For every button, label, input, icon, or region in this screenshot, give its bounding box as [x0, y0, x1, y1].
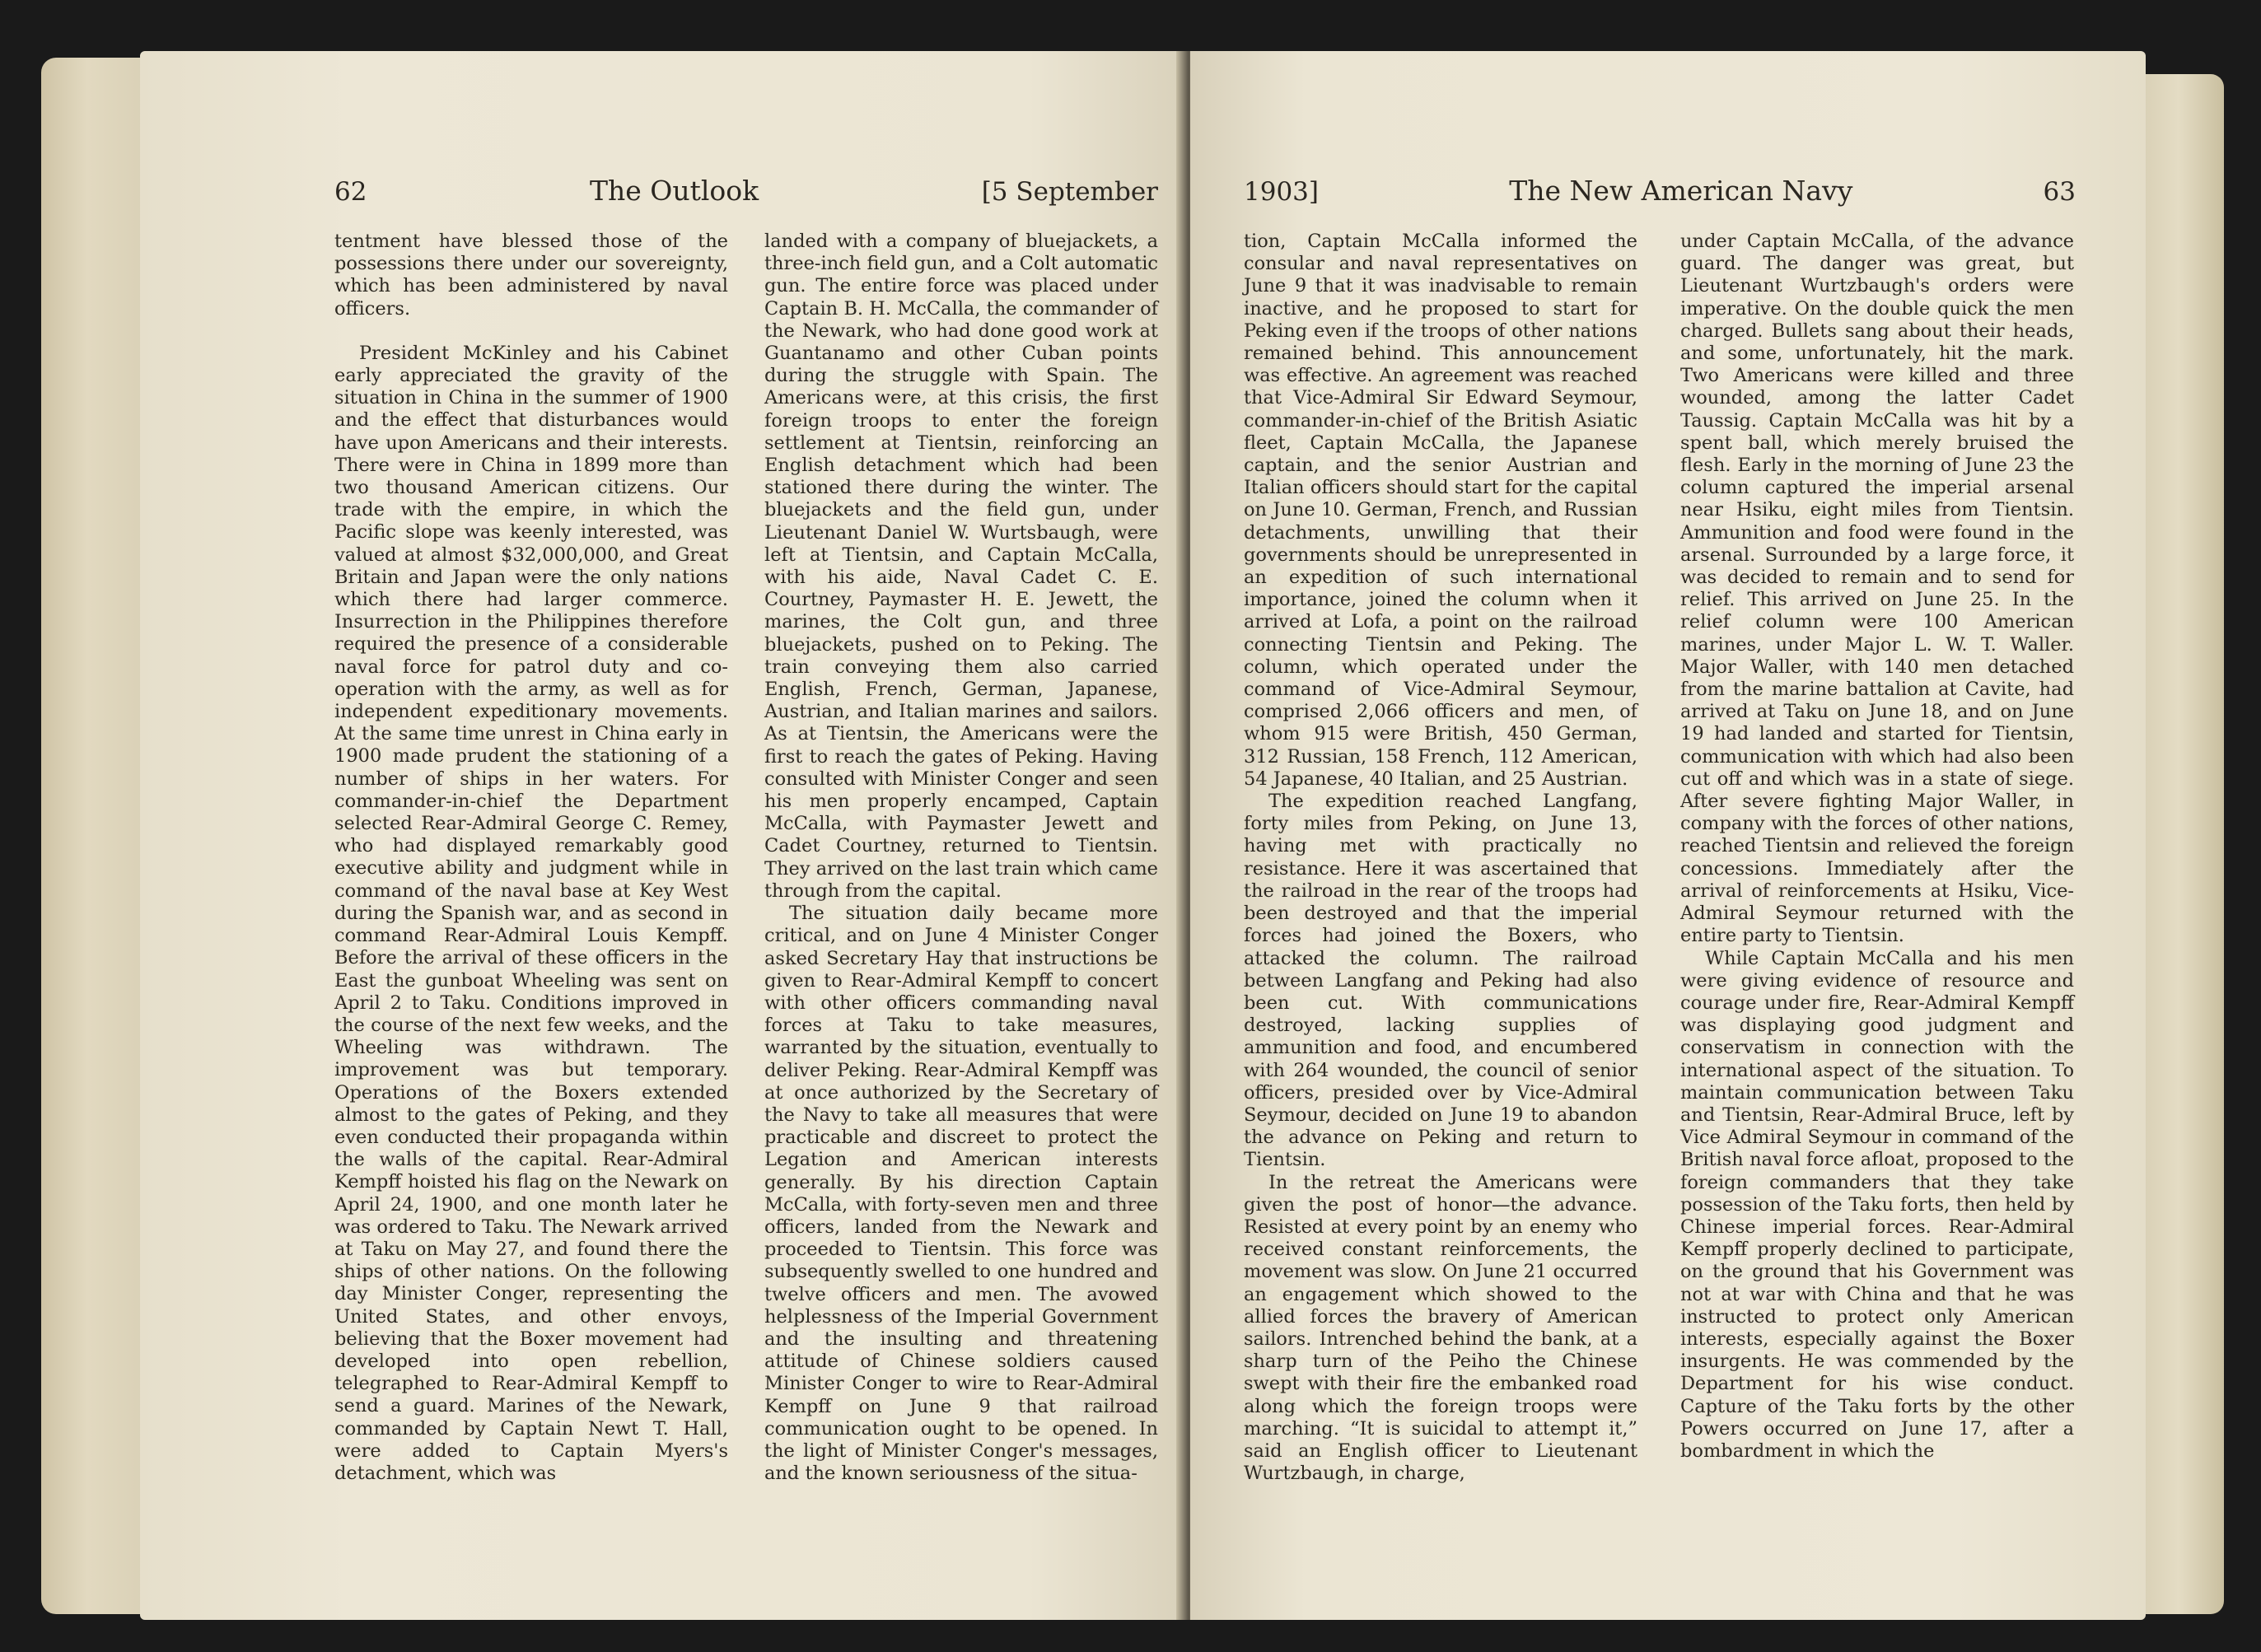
paragraph: While Captain McCalla and his men were giving evidence of resource and courage under fire, Rear-Admiral Kempff was displaying good judgment and conservatism in connection with the international aspect of the situation. To maintain communication between Taku and Tientsin, Rear-Admiral Bruce, left by Vice Admiral Seymour in command of the British naval force afloat, proposed to the foreign commanders that they take possession of the Taku forts, then held by Chinese imperial forces. Rear-Admiral Kempff properly declined to participate, on the ground that his Government was not at war with China and that he was instructed to protect only American interests, especially against the Boxer insurgents. He was commended by the Department for his wise conduct. Capture of the Taku forts by the other Powers occurred on June 17, after a bombardment in which the [1680, 947, 2074, 1462]
running-title: The Outlook [590, 175, 759, 207]
text-column-1 [334, 231, 728, 1485]
running-head-left [334, 175, 1158, 216]
running-head-right [1244, 175, 2076, 216]
page-number: 63 [2043, 177, 2076, 207]
text-column-3 [1244, 231, 1637, 1485]
paragraph: In the retreat the Americans were given the post of honor—the advance. Resisted at every point by an enemy who received constant reinforcements, the movement was slow. On June 21 occurred an engagement which showed to the allied forces the bravery of American sailors. Intrenched behind the bank, at a sharp turn of the Peiho the Chinese swept with their fire the embanked road along which the foreign troops were marching. “It is suicidal to attempt it,” said an English officer to Lieutenant Wurtzbaugh, in charge, [1244, 1171, 1637, 1485]
text-column-2 [764, 231, 1158, 1485]
paragraph: President McKinley and his Cabinet early appreciated the gravity of the situation in China in the summer of 1900 and the effect that disturbances would have upon Americans and their interests. There were in China in 1899 more than two thousand American citizens. Our trade with the empire, in which the Pacific slope was keenly interested, was valued at almost $32,000,000, and Great Britain and Japan were the only nations which there had larger commerce. Insurrection in the Philippines therefore required the presence of a considerable naval force for patrol duty and co-operation with the army, as well as for independent expeditionary movements. At the same time unrest in China early in 1900 made prudent the stationing of a number of ships in her waters. For commander-in-chief the Department selected Rear-Admiral George C. Remey, who had displayed remarkably good executive ability and judgment while in command of the naval base at Key West during the Spanish war, and as second in command Rear-Admiral Louis Kempff. Before the arrival of these officers in the East the gunboat Wheeling was sent on April 2 to Taku. Conditions improved in the course of the next few weeks, and the Wheeling was withdrawn. The improvement was but temporary. Operations of the Boxers extended almost to the gates of Peking, and they even conducted their propaganda within the walls of the capital. Rear-Admiral Kempff hoisted his flag on the Newark on April 24, 1900, and one month later he was ordered to Taku. The Newark arrived at Taku on May 27, and found there the ships of other nations. On the following day Minister Conger, representing the United States, and other envoys, believing that the Boxer movement had developed into open rebellion, telegraphed to Rear-Admiral Kempff to send a guard. Marines of the Newark, commanded by Captain Newt T. Hall, were added to Captain Myers's detachment, which was [334, 342, 728, 1484]
page-edges-right [2133, 74, 2224, 1614]
paragraph: landed with a company of bluejackets, a three-inch field gun, and a Colt automatic gun. The entire force was placed under Captain B. H. McCalla, the commander of the Newark, who had done good work at Guantanamo and other Cuban points during the struggle with Spain. The Americans were, at this crisis, the first foreign troops to enter the foreign settlement at Tientsin, reinforcing an English detachment which had been stationed there during the winter. The bluejackets and the field gun, under Lieutenant Daniel W. Wurtsbaugh, were left at Tientsin, and Captain McCalla, with his aide, Naval Cadet C. E. Courtney, Paymaster H. E. Jewett, the marines, the Colt gun, and three bluejackets, pushed on to Peking. The train conveying them also carried English, French, German, Japanese, Austrian, and Italian marines and sailors. As at Tientsin, the Americans were the first to reach the gates of Peking. Having consulted with Minister Conger and seen his men properly encamped, Captain McCalla, with Paymaster Jewett and Cadet Courtney, returned to Tientsin. They arrived on the last train which came through from the capital. [764, 231, 1158, 902]
paragraph: The expedition reached Langfang, forty miles from Peking, on June 13, having met with practically no resistance. Here it was ascertained that the railroad in the rear of the troops had been destroyed and that the imperial forces had joined the Boxers, who attacked the column. The railroad between Langfang and Peking had also been cut. With communications destroyed, lacking supplies of ammunition and food, and encumbered with 264 wounded, the council of senior officers, presided over by Vice-Admiral Seymour, decided on June 19 to abandon the advance on Peking and return to Tientsin. [1244, 791, 1637, 1171]
running-title: The New American Navy [1509, 175, 1853, 207]
left-page [140, 51, 1186, 1620]
page-number: 62 [334, 177, 367, 207]
paragraph: The situation daily became more critical, and on June 4 Minister Conger asked Secretary Hay that instructions be given to Rear-Admiral Kempff to concert with other officers commanding naval forces at Taku to take measures, warranted by the situation, eventually to deliver Peking. Rear-Admiral Kempff was at once authorized by the Secretary of the Navy to take all measures that were practicable and discreet to protect the Legation and American interests generally. By his direction Captain McCalla, with forty-seven men and three officers, landed from the Newark and proceeded to Tientsin. This force was subsequently swelled to one hundred and twelve officers and men. The avowed helplessness of the Imperial Government and the insulting and threatening attitude of Chinese soldiers caused Minister Conger to wire to Rear-Admiral Kempff on June 9 that railroad communication ought to be opened. In the light of Minister Conger's messages, and the known seriousness of the situa- [764, 903, 1158, 1485]
issue-date: 1903] [1244, 177, 1319, 207]
paragraph: tion, Captain McCalla informed the consular and naval representatives on June 9 that it was inadvisable to remain inactive, and he proposed to start for Peking even if the troops of other nations remained behind. This announcement was effective. An agreement was reached that Vice-Admiral Sir Edward Seymour, commander-in-chief of the British Asiatic fleet, Captain McCalla, the Japanese captain, and the senior Austrian and Italian officers should start for the capital on June 10. German, French, and Russian detachments, unwilling that their governments should be unrepresented in an expedition of such international importance, joined the column when it arrived at Lofa, a point on the railroad connecting Tientsin and Peking. The column, which operated under the command of Vice-Admiral Seymour, comprised 2,066 officers and men, of whom 915 were British, 450 German, 312 Russian, 158 French, 112 American, 54 Japanese, 40 Italian, and 25 Austrian. [1244, 231, 1637, 790]
text-column-4 [1680, 231, 2074, 1463]
open-book [41, 41, 2224, 1631]
paragraph: tentment have blessed those of the possessions there under our sovereignty, which has been administered by naval officers. [334, 231, 728, 320]
issue-date: [5 September [981, 177, 1158, 207]
page-edges-left [41, 58, 156, 1614]
paragraph: under Captain McCalla, of the advance guard. The danger was great, but Lieutenant Wurtzbaugh's orders were imperative. On the double quick the men charged. Bullets sang about their heads, and some, unfortunately, hit the mark. Two Americans were killed and three wounded, among the latter Cadet Taussig. Captain McCalla was hit by a spent ball, which merely bruised the flesh. Early in the morning of June 23 the column captured the imperial arsenal near Hsiku, eight miles from Tientsin. Ammunition and food were found in the arsenal. Surrounded by a large force, it was decided to remain and to send for relief. This arrived on June 25. In the relief column were 100 American marines, under Major L. W. T. Waller. Major Waller, with 140 men detached from the marine battalion at Cavite, had arrived at Taku on June 18, and on June 19 had landed and started for Tientsin, communication with which had also been cut off and which was in a state of siege. After severe fighting Major Waller, in company with the forces of other nations, reached Tientsin and relieved the foreign concessions. Immediately after the arrival of reinforcements at Hsiku, Vice-Admiral Seymour returned with the entire party to Tientsin. [1680, 231, 2074, 947]
right-page [1190, 51, 2146, 1620]
